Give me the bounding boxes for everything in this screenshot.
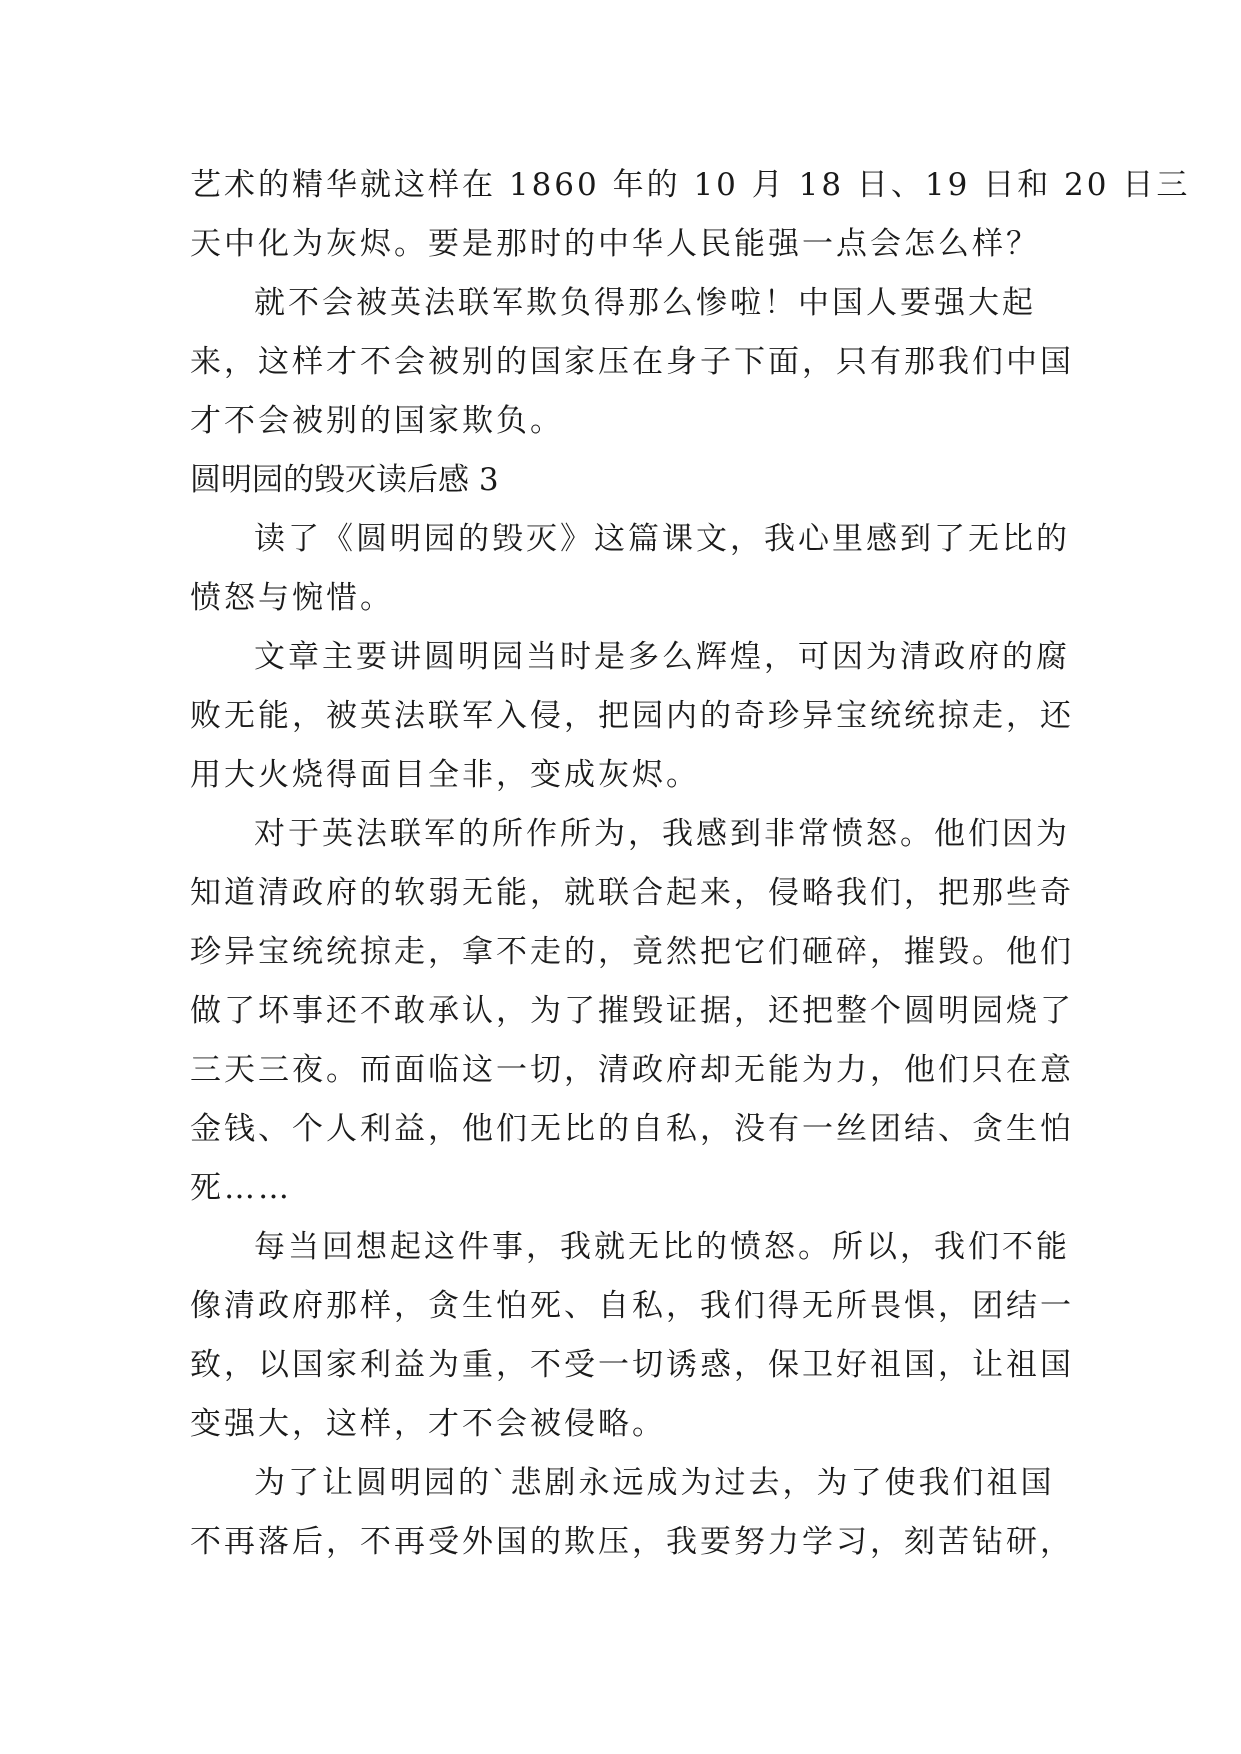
text-line: 来，这样才不会被别的国家压在身子下面，只有那我们中国	[190, 344, 1074, 380]
paragraph-start-line: 为了让圆明园的`悲剧永远成为过去，为了使我们祖国	[254, 1465, 1055, 1501]
text-line: 金钱、个人利益，他们无比的自私，没有一丝团结、贪生怕	[190, 1111, 1074, 1147]
text-line: 败无能，被英法联军入侵，把园内的奇珍异宝统统掠走，还	[190, 698, 1074, 734]
text-line: 变强大，这样，才不会被侵略。	[190, 1406, 666, 1442]
text-line: 像清政府那样，贪生怕死、自私，我们得无所畏惧，团结一	[190, 1288, 1074, 1324]
text-line: 三天三夜。而面临这一切，清政府却无能为力，他们只在意	[190, 1052, 1074, 1088]
text-line: 艺术的精华就这样在 1860 年的 10 月 18 日、19 日和 20 日三	[190, 167, 1191, 203]
text-line: 用大火烧得面目全非，变成灰烬。	[190, 757, 700, 793]
paragraph-start-line: 文章主要讲圆明园当时是多么辉煌，可因为清政府的腐	[254, 639, 1070, 675]
text-line: 珍异宝统统掠走，拿不走的，竟然把它们砸碎，摧毁。他们	[190, 934, 1074, 970]
text-line: 死……	[190, 1170, 292, 1206]
text-line: 知道清政府的软弱无能，就联合起来，侵略我们，把那些奇	[190, 875, 1074, 911]
paragraph-start-line: 对于英法联军的所作所为，我感到非常愤怒。他们因为	[254, 816, 1070, 852]
text-line: 不再落后，不再受外国的欺压，我要努力学习，刻苦钻研，	[190, 1524, 1074, 1560]
paragraph-start-line: 就不会被英法联军欺负得那么惨啦！中国人要强大起	[254, 285, 1036, 321]
text-line: 致，以国家利益为重，不受一切诱惑，保卫好祖国，让祖国	[190, 1347, 1074, 1383]
text-line: 天中化为灰烬。要是那时的中华人民能强一点会怎么样？	[190, 226, 1040, 262]
paragraph-start-line: 读了《圆明园的毁灭》这篇课文，我心里感到了无比的	[254, 521, 1070, 557]
section-heading: 圆明园的毁灭读后感 3	[190, 462, 499, 498]
document-body	[190, 156, 1191, 1572]
text-line: 才不会被别的国家欺负。	[190, 403, 564, 439]
text-line: 做了坏事还不敢承认，为了摧毁证据，还把整个圆明园烧了	[190, 993, 1074, 1029]
paragraph-start-line: 每当回想起这件事，我就无比的愤怒。所以，我们不能	[254, 1229, 1070, 1265]
text-line: 愤怒与惋惜。	[190, 580, 394, 616]
